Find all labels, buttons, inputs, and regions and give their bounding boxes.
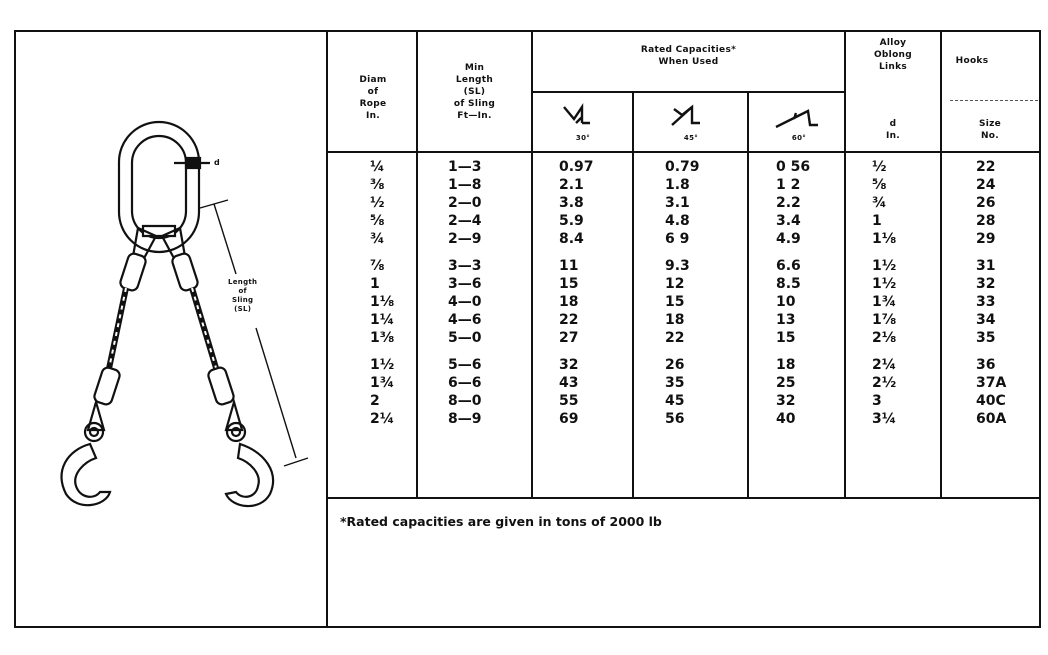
table-cell: 15 [559,276,579,292]
table-cell: 18 [665,312,685,328]
sling-angle-60-icon [774,105,824,135]
table-cell: 3¼ [872,411,897,427]
table-cell: 18 [776,357,796,373]
table-cell: 2—0 [448,195,482,211]
table-cell: 10 [776,294,796,310]
table-cell: 60A [976,411,1007,427]
header-rated-capacities: Rated Capacities* When Used [640,45,737,67]
table-cell: 26 [976,195,996,211]
table-cell: 33 [976,294,996,310]
table-cell: 3—3 [448,258,482,274]
table-cell: 1 [872,213,882,229]
table-cell: ⅜ [370,177,385,193]
table-cell: 2—9 [448,231,482,247]
table-cell: 28 [976,213,996,229]
table-cell: 5—6 [448,357,482,373]
table-cell: 1⅞ [872,312,897,328]
table-cell: 1¼ [370,312,395,328]
table-cell: 8.5 [776,276,801,292]
table-cell: 1—8 [448,177,482,193]
table-cell: ¾ [370,231,385,247]
footnote: *Rated capacities are given in tons of 2000 lb [340,514,662,529]
table-cell: 29 [976,231,996,247]
table-cell: ⅝ [872,177,887,193]
table-cell: 5—0 [448,330,482,346]
table-cell: 12 [665,276,685,292]
table-cell: 24 [976,177,996,193]
table-cell: 6.6 [776,258,801,274]
table-cell: ½ [370,195,385,211]
table-cell: 31 [976,258,996,274]
table-cell: ⅝ [370,213,385,229]
sling-angle-30-icon [560,103,610,133]
table-cell: 1⅛ [872,231,897,247]
table-cell: 36 [976,357,996,373]
table-cell: 22 [665,330,685,346]
table-cell: 3.4 [776,213,801,229]
table-cell: 34 [976,312,996,328]
table-cell: 43 [559,375,579,391]
table-cell: 3—6 [448,276,482,292]
two-leg-sling-icon [14,30,328,628]
table-cell: 1¾ [370,375,395,391]
table-cell: 3.1 [665,195,690,211]
header-hooks-size-no: Size No. [978,119,1002,141]
table-cell: 22 [976,159,996,175]
table-cell: 9.3 [665,258,690,274]
table-cell: 6—6 [448,375,482,391]
table-cell: 13 [776,312,796,328]
table-cell: 1 2 [776,177,801,193]
table-cell: 1¾ [872,294,897,310]
table-cell: 56 [665,411,685,427]
table-cell: 3 [872,393,882,409]
table-cell: 4.9 [776,231,801,247]
table-cell: 1½ [370,357,395,373]
table-cell: 8—0 [448,393,482,409]
table-cell: 4—0 [448,294,482,310]
table-cell: 2.2 [776,195,801,211]
table-cell: 2 [370,393,380,409]
table-cell: 69 [559,411,579,427]
table-cell: 6 9 [665,231,690,247]
table-cell: 35 [665,375,685,391]
angle-60-label: 60° [791,134,807,142]
header-hooks: Hooks [955,56,989,66]
d-label: d [214,158,221,167]
table-cell: 40 [776,411,796,427]
header-links-d-in: d In. [885,119,901,141]
sling-angle-45-icon [668,103,718,133]
sling-illustration-panel [14,30,328,628]
table-cell: 2—4 [448,213,482,229]
table-cell: 26 [665,357,685,373]
table-cell: 5.9 [559,213,584,229]
angle-30-label: 30° [575,134,591,142]
table-cell: ½ [872,159,887,175]
length-of-sling-label: Length of Sling (SL) [228,278,258,313]
table-cell: 0.97 [559,159,594,175]
table-cell: 2.1 [559,177,584,193]
table-cell: 15 [665,294,685,310]
table-cell: 4.8 [665,213,690,229]
table-cell: 40C [976,393,1006,409]
table-cell: 18 [559,294,579,310]
table-cell: 11 [559,258,579,274]
table-cell: 8.4 [559,231,584,247]
table-cell: 8—9 [448,411,482,427]
table-cell: 27 [559,330,579,346]
table-cell: 2¼ [370,411,395,427]
table-cell: ¾ [872,195,887,211]
table-cell: 2⅛ [872,330,897,346]
table-cell: 0 56 [776,159,811,175]
table-cell: ¼ [370,159,385,175]
table-cell: 1½ [872,276,897,292]
table-cell: 4—6 [448,312,482,328]
angle-45-label: 45° [683,134,699,142]
table-cell: 37A [976,375,1007,391]
table-cell: 1½ [872,258,897,274]
table-cell: 1⅜ [370,330,395,346]
table-cell: 35 [976,330,996,346]
table-cell: 1—3 [448,159,482,175]
table-cell: 45 [665,393,685,409]
table-cell: 2½ [872,375,897,391]
table-cell: 15 [776,330,796,346]
table-cell: 2¼ [872,357,897,373]
table-cell: 22 [559,312,579,328]
table-cell: 3.8 [559,195,584,211]
header-diam-of-rope: Diam of Rope In. [359,75,387,121]
table-cell: 25 [776,375,796,391]
header-min-length: Min Length (SL) of Sling Ft—In. [453,63,496,121]
table-cell: 32 [776,393,796,409]
table-cell: ⅞ [370,258,385,274]
table-cell: 1⅛ [370,294,395,310]
table-cell: 1.8 [665,177,690,193]
table-cell: 32 [559,357,579,373]
table-cell: 32 [976,276,996,292]
header-alloy-oblong-links: Alloy Oblong Links [873,38,912,72]
table-cell: 1 [370,276,380,292]
table-cell: 55 [559,393,579,409]
table-cell: 0.79 [665,159,700,175]
